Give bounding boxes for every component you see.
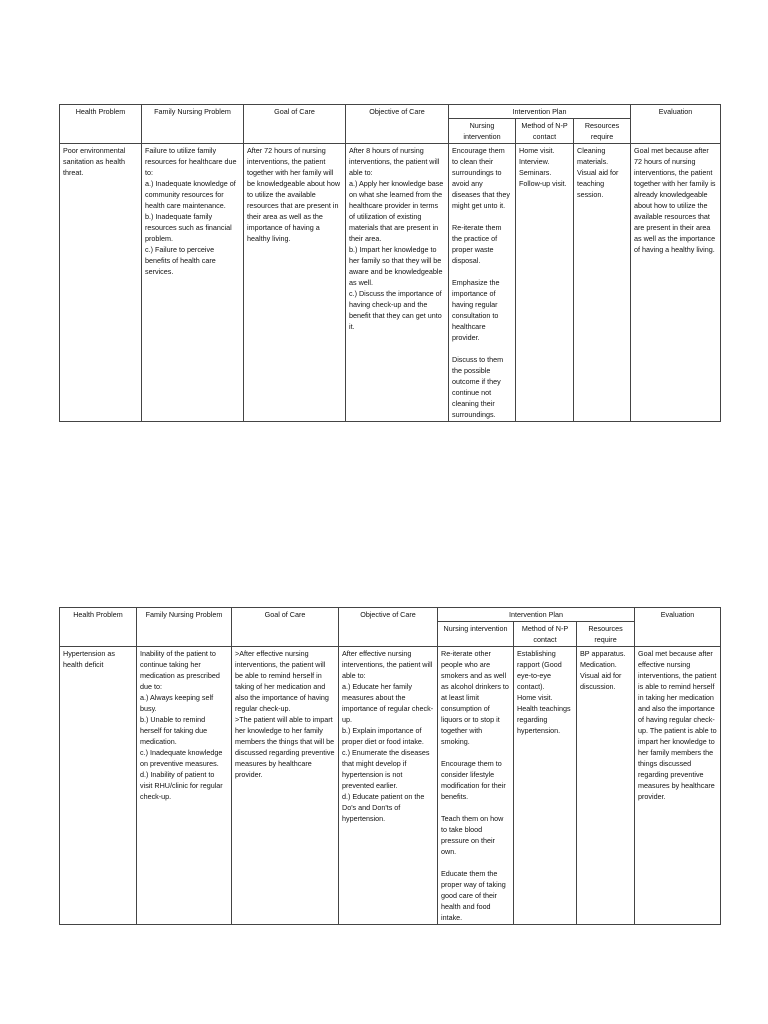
table-row — [60, 144, 721, 422]
cell-resources-required: Cleaning materials. Visual aid for teaching session. — [574, 144, 631, 422]
header-health-problem: Health Problem — [60, 608, 137, 647]
cell-evaluation: Goal met because after 72 hours of nursing interventions, the patient together with her family is already knowledgeable about how to utilize the available resources that are present in their area as well as the importance of having a healthy living. — [631, 144, 721, 422]
cell-resources-required: BP apparatus. Medication. Visual aid for discussion. — [577, 647, 635, 925]
cell-nursing-intervention: Re-iterate other people who are smokers and as well as alcohol drinkers to at least limit consumption of liquors or to stop it together with smoking. Encourage them to consider lifestyle modification for their benefits. Teach them on how to take blood pressure on their own. Educate them the proper way of taking good care of their health and food intake. — [438, 647, 514, 925]
cell-evaluation: Goal met because after effective nursing interventions, the patient is able to remind herself in taking her medication and also the importance of having regular check-up. The patient is able to impart her knowledge to her family members the things discussed regarding preventive measures by healthcare provider. — [635, 647, 721, 925]
header-method-of-contact: Method of N-P contact — [516, 119, 574, 144]
cell-health-problem: Hypertension as health deficit — [60, 647, 137, 925]
header-evaluation: Evaluation — [635, 608, 721, 647]
cell-objective-of-care: After 8 hours of nursing interventions, the patient will able to: a.) Apply her knowledge base on what she learned from the healthcare provider in terms of utilization of existing materials that are present in their area. b.) Impart her knowledge to her family so that they will be aware and be knowledgeable as well. c.) Discuss the importance of having check-up and the benefit that they can get unto it. — [346, 144, 449, 422]
header-intervention-plan: Intervention Plan — [449, 105, 631, 119]
header-intervention-plan: Intervention Plan — [438, 608, 635, 622]
header-evaluation: Evaluation — [631, 105, 721, 144]
cell-nursing-intervention: Encourage them to clean their surroundings to avoid any diseases that they might get unto it. Re-iterate them the practice of proper waste disposal. Emphasize the importance of having regular consultation to healthcare provider. Discuss to them the possible outcome if they continue not cleaning their surroundings. — [449, 144, 516, 422]
header-family-nursing-problem: Family Nursing Problem — [142, 105, 244, 144]
header-goal-of-care: Goal of Care — [244, 105, 346, 144]
cell-goal-of-care: After 72 hours of nursing interventions, the patient together with her family will be knowledgeable about how to utilize the available resources that are present in their area as well as the importance of having a healthy living. — [244, 144, 346, 422]
header-objective-of-care: Objective of Care — [339, 608, 438, 647]
header-row — [60, 608, 721, 622]
header-method-of-contact: Method of N-P contact — [514, 622, 577, 647]
cell-family-nursing-problem: Failure to utilize family resources for healthcare due to: a.) Inadequate knowledge of community resources for health care maintenance. b.) Inadequate family resources such as financial problem. c.) Failure to perceive benefits of health care services. — [142, 144, 244, 422]
care-plan-table-1 — [59, 104, 721, 422]
header-row — [60, 105, 721, 119]
cell-objective-of-care: After effective nursing interventions, the patient will able to: a.) Educate her family measures about the importance of regular check-up. b.) Explain importance of proper diet or food intake. c.) Enumerate the diseases that might develop if hypertension is not prevented earlier. d.) Educate patient on the Do's and Don'ts of hypertension. — [339, 647, 438, 925]
header-resources-required: Resources require — [577, 622, 635, 647]
header-objective-of-care: Objective of Care — [346, 105, 449, 144]
cell-method-of-contact: Home visit. Interview. Seminars. Follow-up visit. — [516, 144, 574, 422]
care-plan-table-2 — [59, 607, 721, 925]
header-goal-of-care: Goal of Care — [232, 608, 339, 647]
cell-goal-of-care: >After effective nursing interventions, the patient will be able to remind herself in taking of her medication and also the importance of having regular check-up. >The patient will able to impart her knowledge to her family members the things that will be discussed regarding preventive measures by healthcare provider. — [232, 647, 339, 925]
header-health-problem: Health Problem — [60, 105, 142, 144]
header-nursing-intervention: Nursing intervention — [449, 119, 516, 144]
header-resources-required: Resources require — [574, 119, 631, 144]
header-family-nursing-problem: Family Nursing Problem — [137, 608, 232, 647]
cell-family-nursing-problem: Inability of the patient to continue taking her medication as prescribed due to: a.) Always keeping self busy. b.) Unable to remind herself for taking due medication. c.) Inadequate knowledge on preventive measures. d.) Inability of patient to visit RHU/clinic for regular check-up. — [137, 647, 232, 925]
header-nursing-intervention: Nursing intervention — [438, 622, 514, 647]
cell-method-of-contact: Establishing rapport (Good eye-to-eye contact). Home visit. Health teachings regarding hypertension. — [514, 647, 577, 925]
table-row — [60, 647, 721, 925]
cell-health-problem: Poor environmental sanitation as health threat. — [60, 144, 142, 422]
